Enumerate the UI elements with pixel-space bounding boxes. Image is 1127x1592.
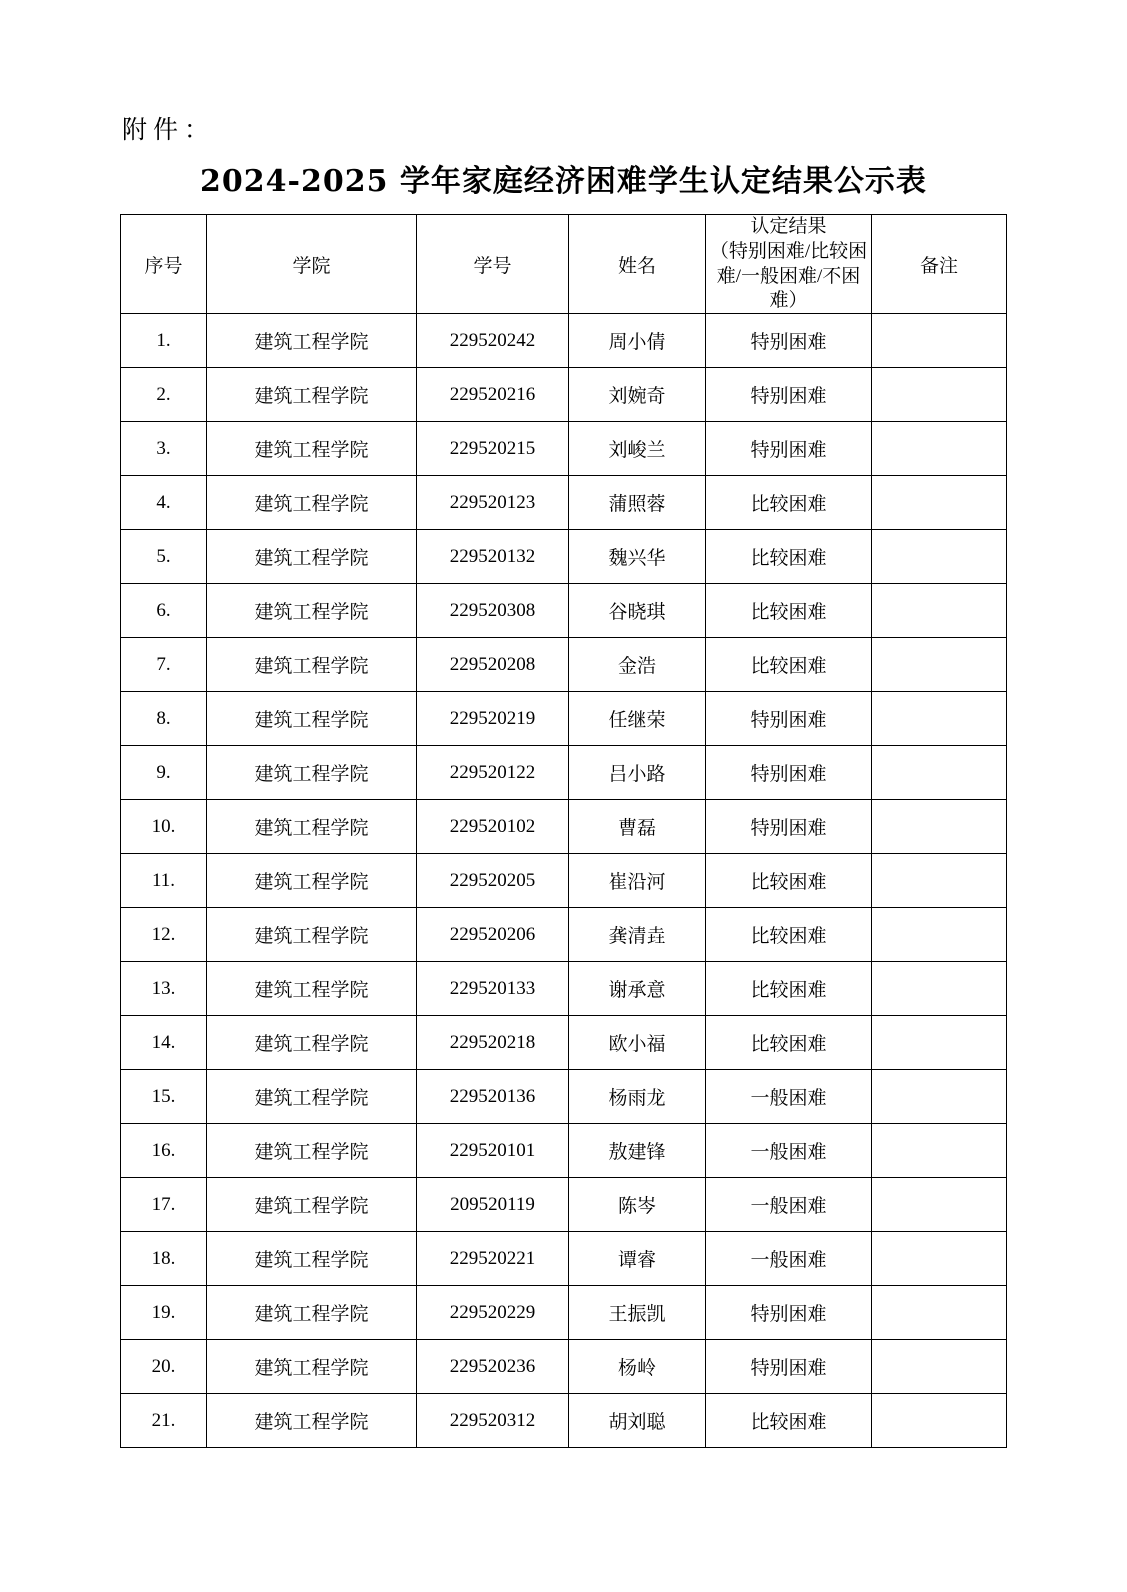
cell-note <box>872 1178 1007 1232</box>
cell-index: 14. <box>121 1016 207 1070</box>
cell-note <box>872 422 1007 476</box>
cell-college: 建筑工程学院 <box>207 1394 417 1448</box>
cell-index: 4. <box>121 476 207 530</box>
table-row <box>121 1124 1007 1178</box>
cell-result: 一般困难 <box>706 1124 872 1178</box>
cell-name: 谢承意 <box>569 962 706 1016</box>
cell-note <box>872 638 1007 692</box>
cell-student-id: 229520219 <box>417 692 569 746</box>
column-header-index: 序号 <box>121 215 207 314</box>
cell-note <box>872 1070 1007 1124</box>
cell-index: 1. <box>121 314 207 368</box>
cell-college: 建筑工程学院 <box>207 584 417 638</box>
cell-student-id: 229520136 <box>417 1070 569 1124</box>
cell-college: 建筑工程学院 <box>207 368 417 422</box>
cell-student-id: 229520123 <box>417 476 569 530</box>
cell-note <box>872 962 1007 1016</box>
cell-student-id: 229520312 <box>417 1394 569 1448</box>
cell-note <box>872 584 1007 638</box>
cell-note <box>872 314 1007 368</box>
cell-name: 杨岭 <box>569 1340 706 1394</box>
cell-name: 曹磊 <box>569 800 706 854</box>
table-row <box>121 908 1007 962</box>
cell-college: 建筑工程学院 <box>207 908 417 962</box>
cell-college: 建筑工程学院 <box>207 1340 417 1394</box>
cell-result: 特别困难 <box>706 368 872 422</box>
table-row <box>121 638 1007 692</box>
page-title: 2024-2025 学年家庭经济困难学生认定结果公示表 <box>200 164 927 199</box>
cell-note <box>872 530 1007 584</box>
column-header-result-main: 认定结果 <box>750 216 827 237</box>
cell-index: 19. <box>121 1286 207 1340</box>
cell-name: 王振凯 <box>569 1286 706 1340</box>
cell-result: 比较困难 <box>706 530 872 584</box>
cell-result: 一般困难 <box>706 1232 872 1286</box>
cell-name: 胡刘聪 <box>569 1394 706 1448</box>
column-header-note: 备注 <box>872 215 1007 314</box>
cell-student-id: 229520208 <box>417 638 569 692</box>
cell-result: 一般困难 <box>706 1178 872 1232</box>
cell-name: 崔沿河 <box>569 854 706 908</box>
cell-college: 建筑工程学院 <box>207 800 417 854</box>
table-row <box>121 1178 1007 1232</box>
table-row <box>121 1340 1007 1394</box>
cell-result: 一般困难 <box>706 1070 872 1124</box>
cell-name: 谭睿 <box>569 1232 706 1286</box>
cell-index: 17. <box>121 1178 207 1232</box>
cell-name: 蒲照蓉 <box>569 476 706 530</box>
cell-college: 建筑工程学院 <box>207 422 417 476</box>
cell-student-id: 229520242 <box>417 314 569 368</box>
cell-index: 18. <box>121 1232 207 1286</box>
cell-name: 欧小福 <box>569 1016 706 1070</box>
cell-student-id: 229520102 <box>417 800 569 854</box>
cell-name: 敖建锋 <box>569 1124 706 1178</box>
cell-name: 陈岑 <box>569 1178 706 1232</box>
cell-result: 特别困难 <box>706 422 872 476</box>
cell-index: 3. <box>121 422 207 476</box>
cell-result: 特别困难 <box>706 1340 872 1394</box>
cell-college: 建筑工程学院 <box>207 1178 417 1232</box>
attachment-label: 附件： <box>122 117 216 144</box>
table-row <box>121 314 1007 368</box>
cell-note <box>872 854 1007 908</box>
cell-college: 建筑工程学院 <box>207 530 417 584</box>
table-row <box>121 962 1007 1016</box>
cell-note <box>872 1016 1007 1070</box>
cell-name: 任继荣 <box>569 692 706 746</box>
cell-college: 建筑工程学院 <box>207 746 417 800</box>
cell-student-id: 229520236 <box>417 1340 569 1394</box>
cell-result: 比较困难 <box>706 1394 872 1448</box>
cell-index: 2. <box>121 368 207 422</box>
table-row <box>121 800 1007 854</box>
cell-index: 6. <box>121 584 207 638</box>
cell-result: 特别困难 <box>706 1286 872 1340</box>
table-row <box>121 530 1007 584</box>
cell-note <box>872 746 1007 800</box>
cell-student-id: 229520206 <box>417 908 569 962</box>
cell-index: 20. <box>121 1340 207 1394</box>
cell-result: 特别困难 <box>706 314 872 368</box>
cell-result: 比较困难 <box>706 476 872 530</box>
cell-result: 比较困难 <box>706 584 872 638</box>
cell-note <box>872 476 1007 530</box>
cell-college: 建筑工程学院 <box>207 1232 417 1286</box>
cell-student-id: 229520133 <box>417 962 569 1016</box>
cell-index: 11. <box>121 854 207 908</box>
cell-result: 比较困难 <box>706 638 872 692</box>
cell-note <box>872 1394 1007 1448</box>
cell-college: 建筑工程学院 <box>207 1124 417 1178</box>
cell-name: 谷晓琪 <box>569 584 706 638</box>
column-header-result <box>706 215 872 314</box>
table-row <box>121 422 1007 476</box>
table-row <box>121 1286 1007 1340</box>
cell-note <box>872 908 1007 962</box>
table-row <box>121 1394 1007 1448</box>
table-row <box>121 476 1007 530</box>
cell-note <box>872 368 1007 422</box>
table-row <box>121 584 1007 638</box>
cell-college: 建筑工程学院 <box>207 962 417 1016</box>
table-row <box>121 746 1007 800</box>
cell-student-id: 229520308 <box>417 584 569 638</box>
cell-note <box>872 692 1007 746</box>
cell-student-id: 229520122 <box>417 746 569 800</box>
cell-result: 特别困难 <box>706 692 872 746</box>
cell-college: 建筑工程学院 <box>207 314 417 368</box>
cell-index: 21. <box>121 1394 207 1448</box>
cell-index: 7. <box>121 638 207 692</box>
cell-college: 建筑工程学院 <box>207 476 417 530</box>
cell-index: 5. <box>121 530 207 584</box>
cell-student-id: 229520101 <box>417 1124 569 1178</box>
cell-result: 特别困难 <box>706 800 872 854</box>
cell-name: 周小倩 <box>569 314 706 368</box>
cell-name: 魏兴华 <box>569 530 706 584</box>
cell-result: 比较困难 <box>706 908 872 962</box>
cell-student-id: 229520132 <box>417 530 569 584</box>
cell-college: 建筑工程学院 <box>207 854 417 908</box>
table-header-row <box>121 215 1007 314</box>
cell-college: 建筑工程学院 <box>207 1286 417 1340</box>
cell-student-id: 209520119 <box>417 1178 569 1232</box>
column-header-name: 姓名 <box>569 215 706 314</box>
recognition-results-table <box>120 214 1007 1448</box>
cell-student-id: 229520215 <box>417 422 569 476</box>
cell-student-id: 229520216 <box>417 368 569 422</box>
table-body <box>121 314 1007 1448</box>
cell-index: 15. <box>121 1070 207 1124</box>
cell-college: 建筑工程学院 <box>207 692 417 746</box>
table-row <box>121 692 1007 746</box>
cell-index: 12. <box>121 908 207 962</box>
cell-name: 吕小路 <box>569 746 706 800</box>
table-row <box>121 1232 1007 1286</box>
cell-name: 刘峻兰 <box>569 422 706 476</box>
cell-result: 比较困难 <box>706 1016 872 1070</box>
cell-name: 杨雨龙 <box>569 1070 706 1124</box>
table-row <box>121 368 1007 422</box>
column-header-result-sub: （特别困难/比较困难/一般困难/不困难） <box>709 241 868 311</box>
cell-index: 13. <box>121 962 207 1016</box>
cell-index: 16. <box>121 1124 207 1178</box>
cell-name: 刘婉奇 <box>569 368 706 422</box>
cell-result: 比较困难 <box>706 962 872 1016</box>
cell-college: 建筑工程学院 <box>207 1016 417 1070</box>
table-row <box>121 1016 1007 1070</box>
column-header-college: 学院 <box>207 215 417 314</box>
cell-result: 特别困难 <box>706 746 872 800</box>
cell-note <box>872 800 1007 854</box>
cell-index: 10. <box>121 800 207 854</box>
cell-student-id: 229520218 <box>417 1016 569 1070</box>
table-header <box>121 215 1007 314</box>
cell-name: 龚清垚 <box>569 908 706 962</box>
table-row <box>121 854 1007 908</box>
cell-note <box>872 1232 1007 1286</box>
cell-result: 比较困难 <box>706 854 872 908</box>
cell-student-id: 229520221 <box>417 1232 569 1286</box>
cell-index: 9. <box>121 746 207 800</box>
cell-college: 建筑工程学院 <box>207 1070 417 1124</box>
cell-note <box>872 1340 1007 1394</box>
column-header-student-id: 学号 <box>417 215 569 314</box>
table-row <box>121 1070 1007 1124</box>
cell-college: 建筑工程学院 <box>207 638 417 692</box>
cell-note <box>872 1124 1007 1178</box>
cell-student-id: 229520205 <box>417 854 569 908</box>
cell-note <box>872 1286 1007 1340</box>
cell-index: 8. <box>121 692 207 746</box>
cell-name: 金浩 <box>569 638 706 692</box>
cell-student-id: 229520229 <box>417 1286 569 1340</box>
